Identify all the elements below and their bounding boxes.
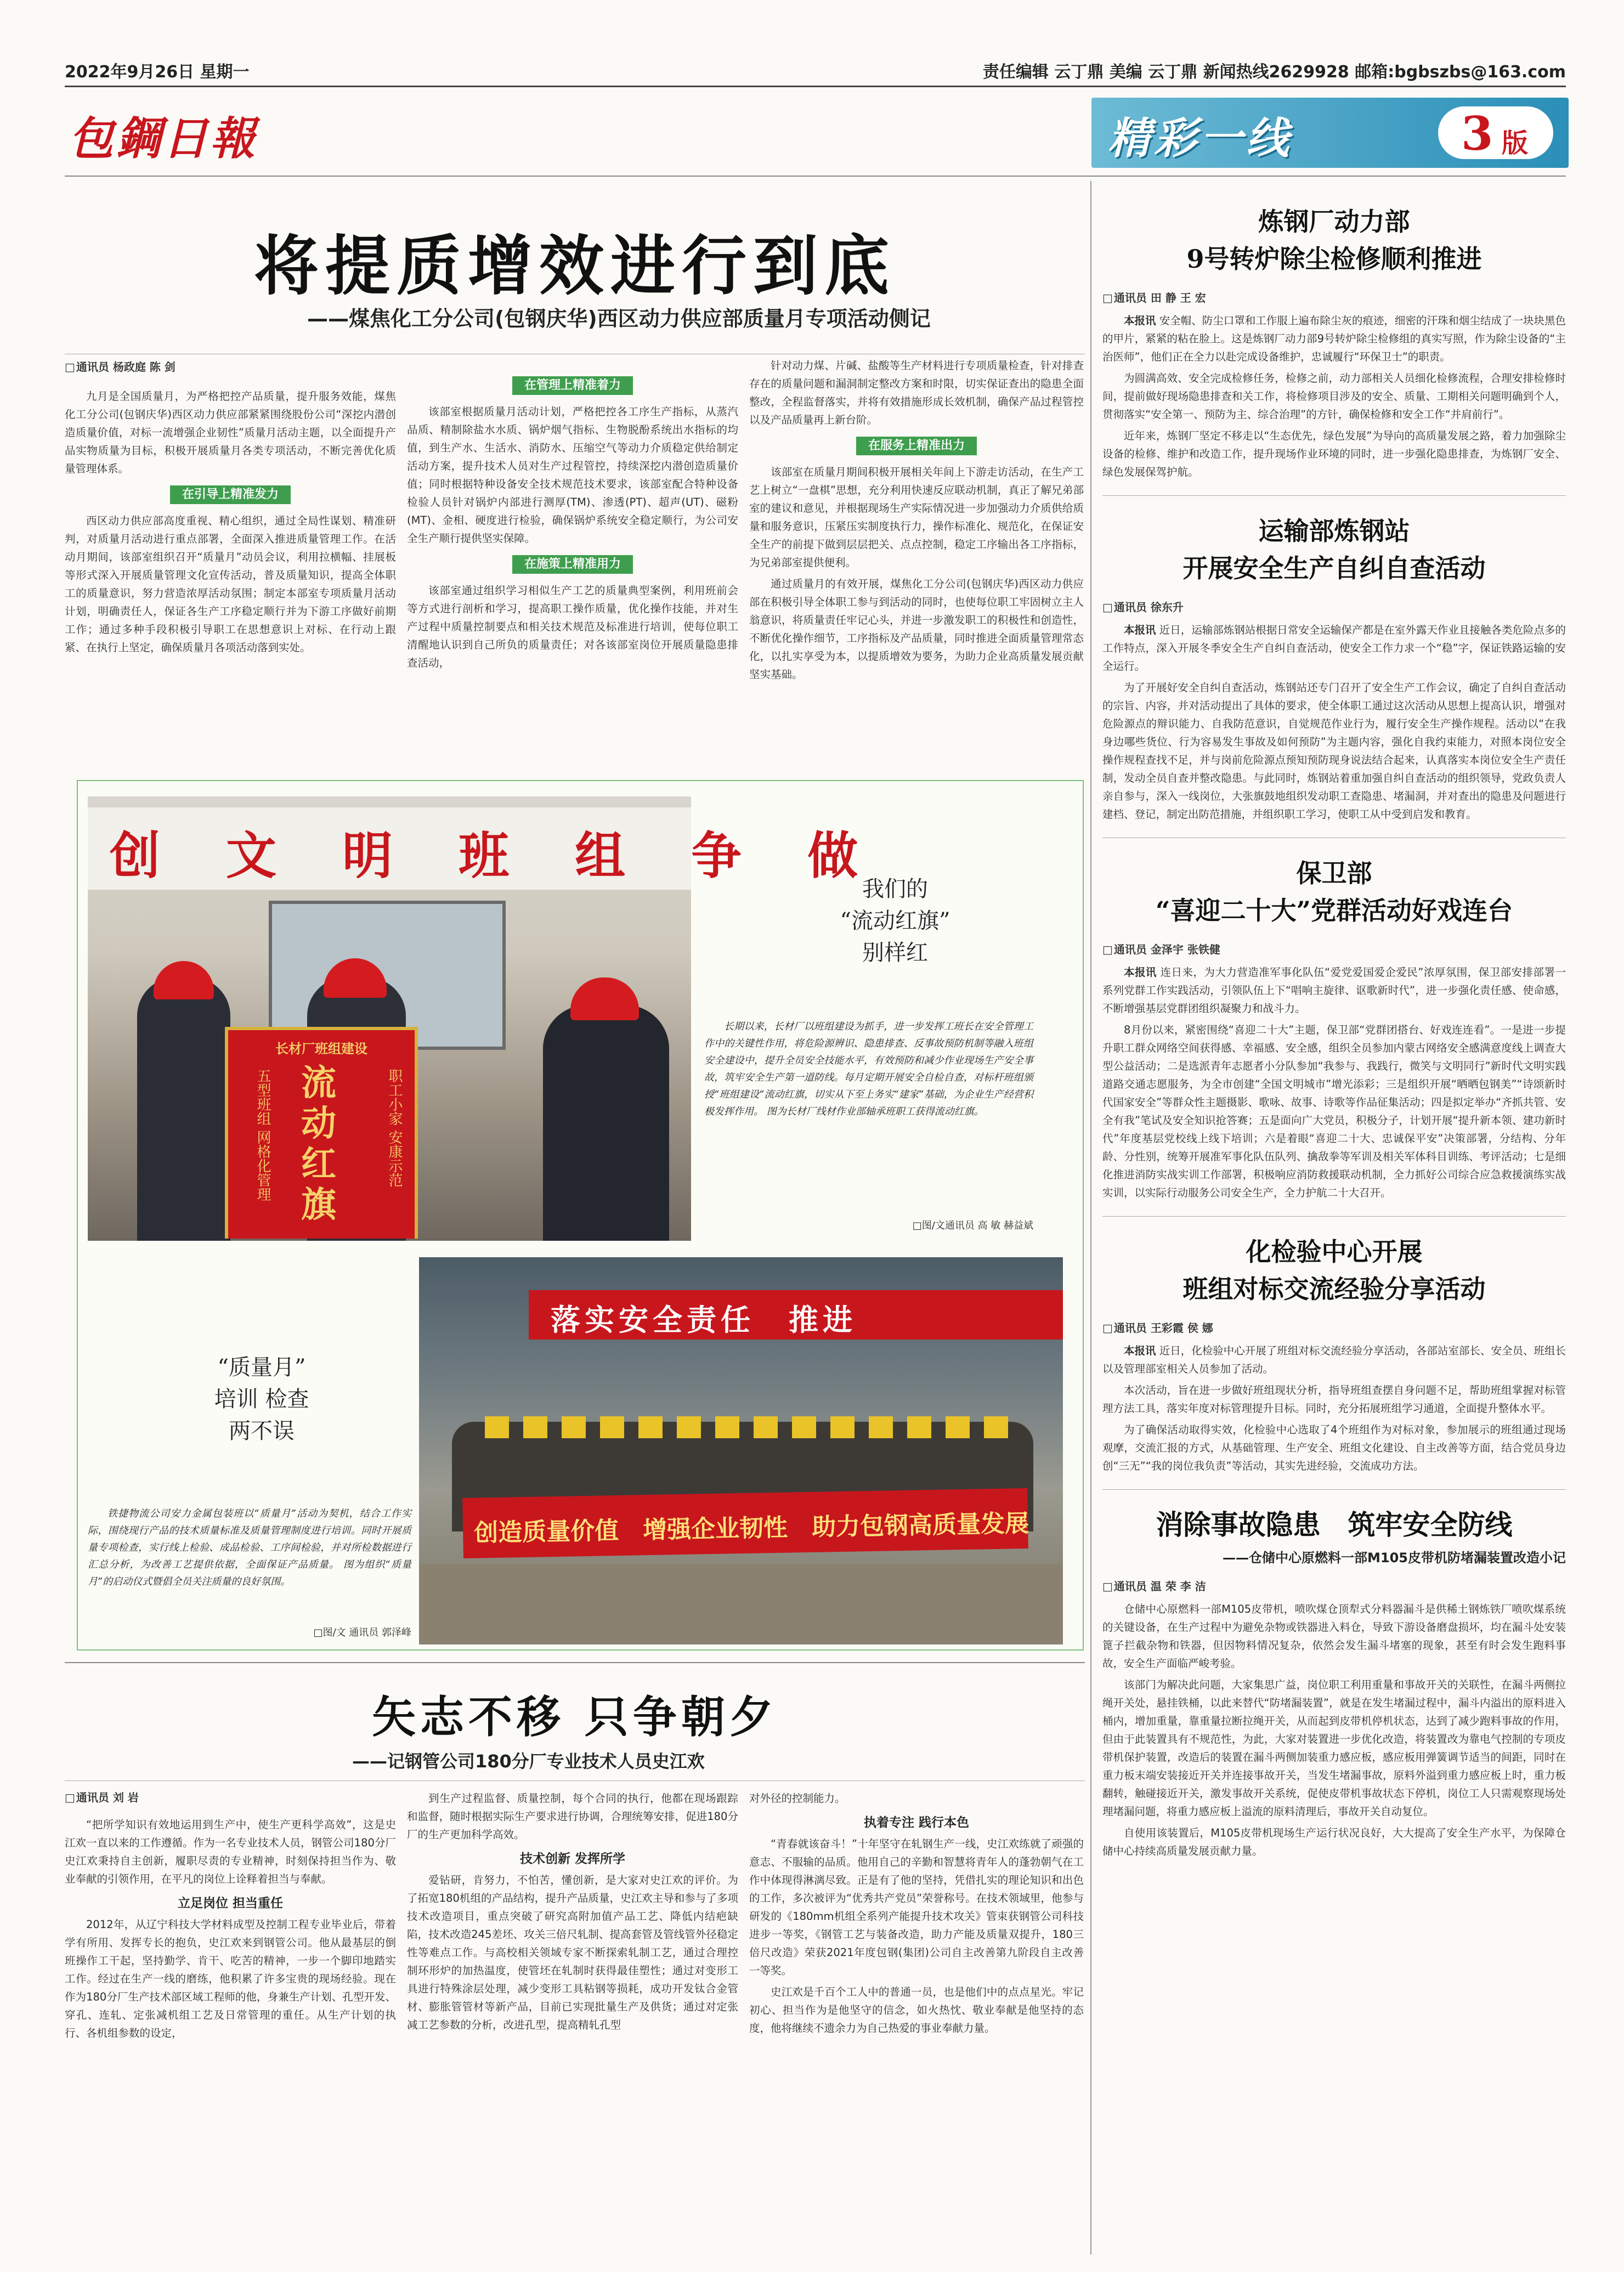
brief-title-line: 班组对标交流经验分享活动: [1182, 1274, 1486, 1304]
second-paragraph: 爱钻研，肯努力，不怕苦，懂创新，是大家对史江欢的评价。为了拓宽180机组的产品结构，提升产品质量，史江欢主导和参与了多项技术改造项目，重点突破了研究高附加值产品工艺、降低内结疤缺陷，技术改造245差坯、攻关三倍尺轧制、提高套管及管线管外径稳定性等难点工作。与高校相关领域专家不断探索轧制工艺，通过合理控制环形炉的加热温度，使管坯在轧制时获得最佳塑性；通过对变形工具进行特殊涂层处理，减少变形工具粘钢等损耗，成功开发钛合金管材、膨胀管管材等新产品，目前已实现批量生产及供货；通过对定张减工艺参数的分析，改进孔型，提高精轧孔型: [407, 1874, 738, 2031]
second-subhead: 技术创新 发挥所学: [519, 1852, 625, 1866]
lead-paragraph: 该部室根据质量月活动计划，严格把控各工序生产指标，从蒸汽品质、精制除盐水水质、锅炉烟气指标、生物脱酚系统出水指标的均值，到生产水、生活水、消防水、压缩空气等动力介质稳定供给制定活动方案，提升技术人员对生产过程管控，持续深挖内潜创造质量价值；同时根据特种设备安全技术规范技术要求，该部室配合特种设备检验人员针对锅炉内部进行测厚(TM)、渗透(PT)、超声(UT)、磁粉(MT)、金相、硬度进行检验，确保锅炉系统安全稳定顺行，为公司安全生产顺行提供坚实保障。: [407, 405, 738, 545]
lead-paragraph: 九月是全国质量月，为严格把控产品质量，提升服务效能，煤焦化工分公司(包钢庆华)西区动力供应部紧紧围绕股份公司“深挖内潜创造质量价值，对标一流增强企业韧性”质量月活动主题，以全面提升产品实物质量为目标，积极开展质量月各类专项活动，不断完善优化质量管理体系。: [65, 390, 396, 475]
photo2-top-banner: [529, 1290, 1063, 1340]
lead-subhead: 在引导上精准发力: [170, 485, 291, 504]
lead-column-2: [407, 376, 738, 675]
lead-paragraph: 该部室在质量月期间积极开展相关年间上下游走访活动，在生产工艺上树立“一盘棋”思想，充分利用快速反应联动机制，真正了解兄弟部室的建议和意见，并根据现场生产实际情况进一步加强动力介质供给质量和服务意识，压紧压实制度执行力，操作标准化、规范化，在保证安全生产的前提下做到层层把关、点点控制，稳定工序输出各工序指标，为兄弟部室提供便利。: [749, 466, 1084, 569]
lead-subhead: 在管理上精准着力: [512, 376, 633, 395]
lead-column-1: [65, 387, 396, 660]
photo2-title-line: 两不误: [229, 1418, 295, 1444]
photo2-front-banner: [462, 1488, 1028, 1558]
brief-paragraph: 为了确保活动取得实效，化检验中心选取了4个班组作为对标对象，参加展示的班组通过现场观摩，交流汇报的方式，从基础管理、生产安全、班组文化建设、自主改善等方面，结合党员身边创“三无”“我的岗位我负责”等活动，其实先进经验，交流成功方法。: [1102, 1423, 1566, 1472]
brief-text: 连日来，为大力营造准军事化队伍“爱党爱国爱企爱民”浓厚氛围，保卫部安排部署一系列党群工作实践活动，引领队伍上下“唱响主旋律、讴歌新时代”，进一步强化责任感、使命感，不断增强基层党群团组织凝聚力和战斗力。: [1102, 966, 1566, 1015]
brief-paragraph: 为了开展好安全自纠自查活动，炼钢站还专门召开了安全生产工作会议，确定了自纠自查活动的宗旨、内容，并对活动提出了具体的要求，使全体职工通过这次活动从思想上提高认识，增强对危险源点的辩识能力、自我防范意识，自觉规范作业行为，履行安全生产操作规程。活动以“在我身边哪些货位、行为容易发生事故及如何预防”为主题内容，强化自我约束能力，对照本岗位安全操作规程查找不足，并与岗前危险源点预知预防现身说法结合起来，认真落实本岗位安全生产责任制，发动全员自查并整改隐患。与此同时，炼钢站着重加强自纠自查活动的组织领导，党政负责人亲自参与，深入一线岗位，大张旗鼓地组织发动职工查隐患、堵漏洞，并对查出的隐患及问题进行建档、登记，制定出防范措施，并组织职工学习，使职工从中受到启发和教育。: [1102, 681, 1566, 821]
lead-subhead: 在服务上精准出力: [856, 437, 977, 455]
brief-paragraph: 8月份以来，紧密围绕“喜迎二十大”主题，保卫部“党群团搭台、好戏连连看”。一是进一步提升职工群众网络空间获得感、幸福感、安全感，组织全员参加内蒙古网络安全感满意度线上调查大型公益活动；二是选派青年志愿者小分队参加“我参与、我践行，微笑与文明同行”新时代文明实践道路交通志愿服务，为全市创建“全国文明城市”增光添彩；三是组织开展“晒晒包钢美”“诗颂新时代国家安全”等群众性主题摄影、歌咏、故事、诗歌等作品征集活动；四是拟定举办“齐抓共管、安全有我”笔试及安全知识抢答赛；五是面向广大党员，积极分子，计划开展“提升新本领、建功新时代”年度基层党校线上线下培训；六是着眼“喜迎二十大、忠诚保平安”决策部署，分结构、分年龄、分性别，统筹开展准军事化队伍队列、擒敌拳等军训及相关军体科目训练、考评活动；七是细化推进消防实战实训工作部署，积极响应消防救援联动机制，全力抓好公司综合应急救援演练实战实训，以实际行动服务公司安全生产，全力护航二十大召开。: [1102, 1024, 1566, 1199]
brief-paragraph: 该部门为解决此问题，大家集思广益，岗位职工利用重量和事故开关的关联性，在漏斗两侧拉绳开关处，悬挂铁桶，以此来替代“防堵漏装置”，就是在发生堵漏过程中，漏斗内溢出的原料进入桶内，增加重量，靠重量拉断拉绳开关，从而起到皮带机停机状态，达到了减少跑料事故的作用，但由于此装置具有不规范性，为此，大家对装置进一步优化改造，将装置改为靠电气控制的专项皮带机保护装置，改造后的装置在漏斗两侧加装重力感应板，感应板用弹簧调节适当的间距，同时在重力板末端安装接近开关并连接事故开关，当发生堵漏事故，原料外溢到重力感应板上时，重力板翻转，触碰接近开关，激发事故开关系统，促使皮带机事故状态下停机，岗位工人只需观察现场处理堵漏问题，将重力感应板上溢流的原料清理后，事故开关自动复位。: [1102, 1678, 1566, 1818]
section-name: 精彩一线: [1108, 114, 1293, 163]
second-column-2: [407, 1789, 738, 2037]
brief-text: 安全帽、防尘口罩和工作服上遍布除尘灰的痕迹，细密的汗珠和烟尘结成了一块块黑色的甲片，紧紧的粘在脸上。这是炼钢厂动力部9号转炉除尘检修组的真实写照，作为除尘设备的“主治医师”，他们正在全力以赴完成设备维护，忠诚履行“环保卫士”的职责。: [1102, 314, 1566, 363]
banner-strip: [88, 807, 882, 890]
brief-title-line: 化检验中心开展: [1246, 1237, 1423, 1267]
person-figure: [137, 977, 230, 1241]
brief-title-line: 炼钢厂动力部: [1258, 207, 1410, 236]
second-subtitle: ——记钢管公司180分厂专业技术人员史江欢: [352, 1751, 705, 1772]
brief-divider: [1102, 1489, 1566, 1490]
flag-center-text: 流动红旗: [301, 1062, 336, 1225]
photo1-credit: □图/文通讯员 高 敏 赫益斌: [912, 1220, 1033, 1231]
banner-text: 创 文 明 班 组 争 做: [110, 826, 882, 885]
lead-column-3: [749, 357, 1084, 687]
brief-byline: □ 通讯员 金泽宇 张铁健: [1102, 941, 1566, 958]
crowd-helmets: [485, 1416, 1022, 1438]
brief-paragraph: 仓储中心原燃料一部M105皮带机，喷吹煤仓顶犁式分料器漏斗是供稀土钢炼铁厂喷吹煤系统的关键设备，在生产过程中为避免杂物或铁器进入料仓，导致下游设备磨盘损坏，均在漏斗处安装篦子拦截杂物和铁器，但因物料情况复杂，依然会发生漏斗堵塞的现象，甚至有时会发生跑料事故，安全生产面临严峻考验。: [1102, 1603, 1566, 1670]
red-flag: [225, 1027, 418, 1239]
lead-subhead: 在施策上精准用力: [512, 555, 633, 574]
brief-paragraph: 近年来，炼钢厂坚定不移走以“生态优先，绿色发展”为导向的高质量发展之路，着力加强除尘设备的检修、维护和改造工作，提升现场作业环境的同时，进一步强化隐患排查，为炼钢厂安全、绿色发展保驾护航。: [1102, 429, 1566, 478]
second-paragraph: 对外径的控制能力。: [749, 1792, 846, 1805]
photo1-title-line: 别样红: [862, 940, 928, 965]
brief-paragraph: 自使用该装置后，M105皮带机现场生产运行状况良好，大大提高了安全生产水平，为保障仓储中心持续高质量发展贡献力量。: [1102, 1827, 1566, 1857]
brief-divider: [1102, 1216, 1566, 1217]
second-paragraph: “把所学知识有效地运用到生产中，使生产更科学高效”，这是史江欢一直以来的工作遵循。作为一名专业技术人员，钢管公司180分厂史江欢秉持自主创新，履职尽责的专业精神，时刻保持担当作为、敬业奉献的引领作用，在平凡的岗位上诠释着担当与奉献。: [65, 1818, 396, 1885]
lead-title: 将提质增效进行到底: [253, 228, 896, 304]
brief-title-line: 开展安全生产自纠自查活动: [1182, 553, 1486, 583]
masthead-rule-2: [65, 176, 1566, 177]
photo2-title: [171, 1352, 352, 1447]
page-badge: [1438, 106, 1553, 159]
column-divider: [1090, 181, 1091, 2254]
second-title: 矢志不移 只争朝夕: [372, 1691, 778, 1743]
brief-title-line: “喜迎二十大”党群活动好戏连台: [1156, 896, 1513, 925]
photo-box: [77, 780, 1084, 1651]
photo1-title-line: 我们的: [862, 877, 928, 902]
second-subhead: 立足岗位 担当重任: [177, 1896, 283, 1911]
right-column: [1102, 203, 1566, 1863]
hard-hat: [570, 977, 639, 1020]
brief-lead: 本报讯: [1124, 624, 1156, 636]
brief-lead: 本报讯: [1124, 1344, 1156, 1357]
lead-paragraph: 西区动力供应部高度重视、精心组织，通过全局性谋划、精准研判，对质量月活动进行重点部署，全面深入推进质量管理工作。在活动月期间，该部室组织召开“质量月”动员会议，利用拉横幅、挂展板等形式深入开展质量管理文化宣传活动，普及质量知识，提高全体职工的质量意识，努力营造浓厚活动氛围；制定本部室专项质量月活动计划，明确责任人，保证各生产工序稳定顺行并为下游工序做好前期工作；通过多种手段积极引导职工在思想意识上对标、在行动上跟紧、在执行上坚定，确保质量月各项活动落到实处。: [65, 515, 396, 654]
photo1-caption: 长期以来，长材厂以班组建设为抓手，进一步发挥工班长在安全管理工作中的关键性作用，将危险源辨识、隐患排查、反事故预防机制等融入班组安全建设中，提升全员安全技能水平，有效预防和减少作业现场生产安全事故，筑牢安全生产第一道防线。每月定期开展安全自检自查，对标杆班组颁授“班组建设”流动红旗，切实从下至上务实“建家”基础，为企业生产经营积极发挥作用。 图为长材厂线材作业部轴承班职工获得流动红旗。: [704, 1021, 1033, 1117]
second-column-1: [65, 1816, 396, 2045]
brief-title: [1102, 855, 1566, 929]
second-paragraph: “青春就该奋斗！”十年坚守在轧钢生产一线，史江欢练就了顽强的意志、不服输的品质。他用自己的辛勤和智慧将青年人的蓬勃朝气在工作中体现得淋漓尽致。正是有了他的坚持，凭借扎实的理论知识和出色的工作，多次被评为“优秀共产党员”荣誉称号。在技术领域里，他参与研发的《180mm机组全系列产能提升技术攻关》管束获钢管公司科技进步一等奖，《钢管工艺与装备改造，助力产能及质量双提升，180三倍尺改造》荣获2021年度包钢(集团)公司自主改善第九阶段自主改善一等奖。: [749, 1838, 1084, 1977]
brief-text: 近日，运输部炼钢站根据日常安全运输保产都是在室外露天作业且接触各类危险点多的工作特点，深入开展冬季安全生产自纠自查活动，使安全工作力求一个“稳”字，保证铁路运输的安全运行。: [1102, 624, 1566, 672]
photo1-title-line: “流动红旗”: [840, 908, 950, 934]
second-subhead: 执着专注 践行本色: [863, 1816, 969, 1830]
second-paragraph: 史江欢是千百个工人中的普通一员，也是他们中的点点星光。牢记初心、担当作为是他坚守的信念，如火热忱、敬业奉献是他坚持的态度，他将继续不遗余力为自己热爱的事业奉献力量。: [749, 1986, 1084, 2034]
brief-paragraph: 为圆满高效、安全完成检修任务，检修之前，动力部相关人员细化检修流程，合理安排检修时间，提前做好现场隐患排查和关工作，将检修项目涉及的安全、质量、工期相关问题明确到个人，贯彻落实“安全第一、预防为主、综合治理”的方针，确保检修和安全工作“并肩前行”。: [1102, 372, 1566, 421]
brief-title-line: 运输部炼钢站: [1258, 516, 1410, 546]
brief-title: [1102, 1233, 1566, 1308]
second-column-3: [749, 1789, 1084, 2041]
photo2-title-line: 培训 检查: [214, 1387, 309, 1412]
brief-byline: □ 通讯员 温 荣 李 洁: [1102, 1578, 1566, 1595]
brief-paragraph: 本次活动，旨在进一步做好班组现状分析，指导班组查摆自身问题不足，帮助班组掌握对标管理方法工具，落实年度对标管理提升目标。同时，充分拓展班组学习通道，全面提升整体水平。: [1102, 1384, 1566, 1415]
hard-hat: [154, 961, 214, 999]
brief-subtitle: ——仓储中心原燃料一部M105皮带机防堵漏装置改造小记: [1223, 1550, 1566, 1565]
brief-title: 消除事故隐患 筑牢安全防线: [1156, 1508, 1513, 1541]
photo2-front-banner-text: 创造质量价值 增强企业韧性 助力包钢高质量发展: [473, 1509, 1029, 1547]
second-paragraph: 到生产过程监督、质量控制，每个合同的执行，他都在现场跟踪和监督，随时根据实际生产要求进行协调，合理统筹安排，促进180分厂的生产更加科学高效。: [407, 1792, 738, 1841]
second-byline: □ 通讯员 刘 岩: [65, 1789, 139, 1806]
brief-text: 近日，化检验中心开展了班组对标交流经验分享活动，各部站室部长、安全员、班组长以及管理部室相关人员参加了活动。: [1102, 1344, 1566, 1375]
person-figure: [543, 1005, 669, 1241]
brief-paragraph: [1102, 621, 1566, 675]
brief-title: [1102, 512, 1566, 587]
flag-top-text: 长材厂班组建设: [275, 1041, 367, 1056]
photo-training-group: [419, 1257, 1063, 1644]
photo2-title-line: “质量月”: [217, 1355, 306, 1380]
brief-divider: [1102, 495, 1566, 496]
page-unit: 版: [1502, 128, 1529, 159]
brief-byline: □ 通讯员 徐东升: [1102, 599, 1566, 615]
editor-line: 责任编辑 云丁鼎 美编 云丁鼎 新闻热线2629928 邮箱:bgbszbs@163.com: [982, 63, 1566, 82]
date-line: 2022年9月26日 星期一: [65, 63, 250, 82]
lead-paragraph: 该部室通过组织学习相似生产工艺的质量典型案例，利用班前会等方式进行剖析和学习，提高职工操作质量，优化操作技能，并对生产过程中质量控制要点和相关技术规范及标准进行培训，使每位职工清醒地认识到自己所负的质量责任；对各该部室岗位开展质量隐患排查活动，: [407, 584, 738, 669]
paper-name-logo: 包鋼日報: [69, 112, 257, 165]
flag-left-text: 五型班组 网格化管理: [254, 1069, 271, 1202]
lead-byline: □ 通讯员 杨政庭 陈 剑: [65, 359, 176, 375]
page-number: 3: [1461, 106, 1493, 161]
lead-paragraph: 针对动力煤、片碱、盐酸等生产材料进行专项质量检查，针对排查存在的质量问题和漏洞制定整改方案和时限，切实保证查出的隐患全面整改，全程监督落实，并将有效措施形成长效机制，确保产品过程管控以及产品质量再上新台阶。: [749, 359, 1084, 426]
photo2-credit: □图/文 通讯员 郭泽峰: [313, 1627, 411, 1638]
brief-title-line: 保卫部: [1296, 858, 1372, 888]
brief-paragraph: [1102, 1342, 1566, 1378]
section-banner: [1091, 98, 1569, 168]
brief-paragraph: [1102, 963, 1566, 1018]
brief-byline: □ 通讯员 王彩霞 侯 娜: [1102, 1320, 1566, 1336]
brief-lead: 本报讯: [1124, 314, 1156, 327]
lead-paragraph: 通过质量月的有效开展，煤焦化工分公司(包钢庆华)西区动力供应部在积极引导全体职工参与到活动的同时，也使每位职工牢固树立主人翁意识，将质量责任牢记心头，并进一步激发职工的积极性和创造性，不断优化操作细节，工序指标及产品质量，同时推进全面质量管理常态化，以扎实享受为本，以提质增效为要务，为助力企业高质量发展贡献坚实基础。: [749, 578, 1084, 681]
floor: [419, 1564, 1063, 1644]
masthead-rule: [65, 86, 1566, 87]
brief-paragraph: [1102, 312, 1566, 366]
brief-title-line: 9号转炉除尘检修顺利推进: [1186, 244, 1482, 274]
photo1-title: [785, 873, 1005, 969]
section-rule: [65, 1662, 1085, 1663]
brief-byline: □ 通讯员 田 静 王 宏: [1102, 290, 1566, 306]
photo2-caption: 铁捷物流公司安力金属包装班以“质量月”活动为契机，结合工作实际，围绕现行产品的技术质量标准及质量管理制度进行培训。同时开展质量专项检查，实行线上检验、成品检验、工序间检验，并对所检数据进行汇总分析，为改善工艺提供依据，全面保证产品质量。 图为组织“质量月”的启动仪式暨倡全员关注质量的良好氛围。: [88, 1508, 411, 1587]
second-paragraph: 2012年，从辽宁科技大学材料成型及控制工程专业毕业后，带着学有所用、发挥专长的抱负，史江欢来到钢管公司。他从最基层的倒班操作工干起，坚持勤学、肯干、吃苦的精神，一步一个脚印地踏实工作。经过在生产一线的磨练，他积累了许多宝贵的现场经验。现在作为180分厂生产技术部区域工程师的他，身兼生产计划、孔型开发、穿孔、连轧、定张减机组工艺及日常管理的重任。从生产计划的执行、各机组参数的设定，: [65, 1918, 396, 2039]
lead-subtitle: ——煤焦化工分公司(包钢庆华)西区动力供应部质量月专项活动侧记: [307, 307, 931, 331]
flag-right-text: 职工小家 安康示范: [386, 1069, 403, 1188]
brief-title: [1102, 203, 1566, 278]
brief-lead: 本报讯: [1124, 966, 1157, 979]
photo2-top-banner-text: 落实安全责任 推进: [551, 1302, 857, 1337]
